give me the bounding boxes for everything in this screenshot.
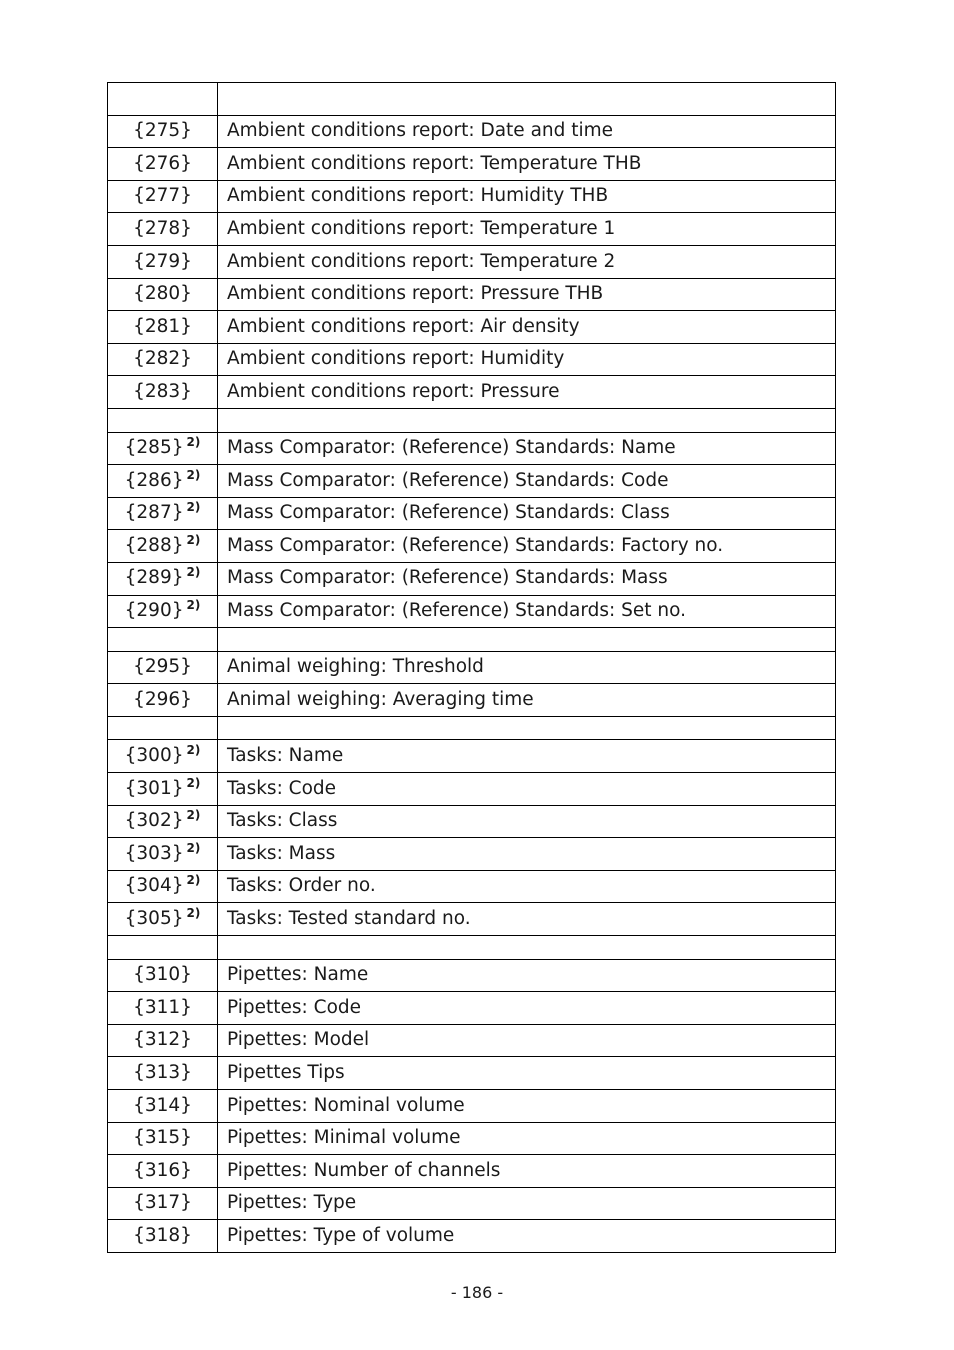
table-row (108, 148, 836, 181)
description-cell (218, 408, 836, 432)
code-cell (108, 628, 218, 652)
description-cell (218, 936, 836, 960)
footnote-marker: 2) (186, 743, 201, 758)
description-cell: Ambient conditions report: Temperature 2 (218, 245, 836, 278)
code-cell (108, 651, 218, 684)
code-value: {318} (133, 1224, 192, 1246)
description-cell: Mass Comparator: (Reference) Standards: Code (218, 465, 836, 498)
footnote-marker: 2) (186, 808, 201, 823)
description-cell: Tasks: Mass (218, 838, 836, 871)
footnote-marker: 2) (186, 775, 201, 790)
footnote-marker: 2) (186, 435, 201, 450)
code-cell (108, 343, 218, 376)
table-row (108, 992, 836, 1025)
code-value: {310} (133, 964, 192, 986)
code-value: {313} (133, 1061, 192, 1083)
code-cell (108, 562, 218, 595)
description-cell (218, 628, 836, 652)
code-cell (108, 1057, 218, 1090)
code-cell (108, 773, 218, 806)
code-cell (108, 903, 218, 936)
table-row (108, 684, 836, 717)
description-cell: Animal weighing: Threshold (218, 651, 836, 684)
description-cell: Ambient conditions report: Pressure THB (218, 278, 836, 311)
code-cell (108, 148, 218, 181)
description-cell: Animal weighing: Averaging time (218, 684, 836, 717)
code-cell (108, 684, 218, 717)
table-row (108, 278, 836, 311)
footnote-marker: 2) (186, 532, 201, 547)
code-cell (108, 838, 218, 871)
code-value: {275} (133, 120, 192, 142)
table-row (108, 651, 836, 684)
description-cell: Tasks: Order no. (218, 870, 836, 903)
code-cell (108, 1024, 218, 1057)
table-row (108, 245, 836, 278)
table-row (108, 1155, 836, 1188)
code-cell (108, 1220, 218, 1253)
table-spacer-row (108, 628, 836, 652)
code-cell (108, 432, 218, 465)
footnote-marker: 2) (186, 873, 201, 888)
code-cell (108, 376, 218, 409)
code-value: {288} (124, 534, 184, 556)
table-row (108, 562, 836, 595)
table-row (108, 903, 836, 936)
table-row (108, 376, 836, 409)
code-value: {317} (133, 1192, 192, 1214)
table-spacer-row (108, 936, 836, 960)
description-cell: Pipettes: Nominal volume (218, 1090, 836, 1123)
code-value: {314} (133, 1094, 192, 1116)
description-cell: Pipettes: Type of volume (218, 1220, 836, 1253)
code-value: {287} (124, 502, 184, 524)
codes-table (107, 82, 836, 1253)
description-cell: Pipettes: Model (218, 1024, 836, 1057)
code-cell (108, 992, 218, 1025)
description-cell: Ambient conditions report: Temperature 1 (218, 213, 836, 246)
table-spacer-row (108, 408, 836, 432)
description-cell: Ambient conditions report: Temperature THB (218, 148, 836, 181)
description-cell: Ambient conditions report: Date and time (218, 115, 836, 148)
code-cell (108, 1122, 218, 1155)
code-cell (108, 716, 218, 740)
description-cell: Mass Comparator: (Reference) Standards: Mass (218, 562, 836, 595)
table-spacer-row (108, 83, 836, 116)
footnote-marker: 2) (186, 840, 201, 855)
description-cell: Mass Comparator: (Reference) Standards: Set no. (218, 595, 836, 628)
code-value: {295} (133, 656, 192, 678)
description-cell: Ambient conditions report: Pressure (218, 376, 836, 409)
code-cell (108, 213, 218, 246)
code-value: {279} (133, 250, 192, 272)
description-cell: Mass Comparator: (Reference) Standards: Factory no. (218, 530, 836, 563)
code-cell (108, 408, 218, 432)
table-row (108, 805, 836, 838)
table-row (108, 1220, 836, 1253)
description-cell: Tasks: Class (218, 805, 836, 838)
code-cell (108, 1155, 218, 1188)
description-cell: Ambient conditions report: Air density (218, 311, 836, 344)
code-cell (108, 1090, 218, 1123)
description-cell: Mass Comparator: (Reference) Standards: Class (218, 497, 836, 530)
description-cell: Tasks: Code (218, 773, 836, 806)
description-cell: Ambient conditions report: Humidity (218, 343, 836, 376)
description-cell: Tasks: Tested standard no. (218, 903, 836, 936)
code-cell (108, 497, 218, 530)
description-cell: Tasks: Name (218, 740, 836, 773)
code-value: {285} (124, 437, 184, 459)
table-row (108, 1122, 836, 1155)
codes-table-body (108, 83, 836, 1253)
code-value: {280} (133, 283, 192, 305)
code-value: {303} (124, 842, 184, 864)
table-row (108, 497, 836, 530)
code-value: {283} (133, 380, 192, 402)
code-cell (108, 465, 218, 498)
table-row (108, 530, 836, 563)
table-row (108, 213, 836, 246)
code-cell (108, 959, 218, 992)
footnote-marker: 2) (186, 598, 201, 613)
description-cell: Ambient conditions report: Humidity THB (218, 180, 836, 213)
description-cell: Pipettes: Type (218, 1187, 836, 1220)
code-cell (108, 83, 218, 116)
description-cell: Pipettes Tips (218, 1057, 836, 1090)
footnote-marker: 2) (186, 565, 201, 580)
table-row (108, 432, 836, 465)
table-row (108, 465, 836, 498)
table-row (108, 595, 836, 628)
code-value: {290} (124, 600, 184, 622)
table-row (108, 311, 836, 344)
code-cell (108, 115, 218, 148)
code-value: {286} (124, 469, 184, 491)
table-row (108, 740, 836, 773)
code-value: {312} (133, 1029, 192, 1051)
code-cell (108, 311, 218, 344)
page-number: - 186 - (450, 1283, 504, 1302)
code-value: {301} (124, 777, 184, 799)
table-row (108, 870, 836, 903)
code-value: {282} (133, 348, 192, 370)
table-row (108, 1090, 836, 1123)
code-cell (108, 595, 218, 628)
code-value: {281} (133, 315, 192, 337)
code-cell (108, 278, 218, 311)
code-value: {277} (133, 185, 192, 207)
description-cell: Pipettes: Number of channels (218, 1155, 836, 1188)
table-row (108, 773, 836, 806)
code-cell (108, 245, 218, 278)
code-value: {302} (124, 810, 184, 832)
table-row (108, 1057, 836, 1090)
table-row (108, 838, 836, 871)
code-value: {278} (133, 217, 192, 239)
description-cell (218, 83, 836, 116)
code-value: {300} (124, 745, 184, 767)
table-row (108, 1024, 836, 1057)
table-row (108, 180, 836, 213)
footnote-marker: 2) (186, 905, 201, 920)
code-value: {304} (124, 875, 184, 897)
code-cell (108, 805, 218, 838)
table-row (108, 115, 836, 148)
footnote-marker: 2) (186, 467, 201, 482)
description-cell: Mass Comparator: (Reference) Standards: Name (218, 432, 836, 465)
footnote-marker: 2) (186, 500, 201, 515)
code-value: {305} (124, 907, 184, 929)
code-value: {289} (124, 567, 184, 589)
table-spacer-row (108, 716, 836, 740)
code-cell (108, 180, 218, 213)
code-value: {316} (133, 1159, 192, 1181)
description-cell (218, 716, 836, 740)
table-row (108, 959, 836, 992)
code-cell (108, 1187, 218, 1220)
code-value: {311} (133, 996, 192, 1018)
description-cell: Pipettes: Name (218, 959, 836, 992)
description-cell: Pipettes: Minimal volume (218, 1122, 836, 1155)
code-value: {315} (133, 1127, 192, 1149)
code-cell (108, 936, 218, 960)
code-cell (108, 870, 218, 903)
table-row (108, 343, 836, 376)
code-cell (108, 740, 218, 773)
description-cell: Pipettes: Code (218, 992, 836, 1025)
code-cell (108, 530, 218, 563)
table-row (108, 1187, 836, 1220)
code-value: {276} (133, 152, 192, 174)
code-value: {296} (133, 688, 192, 710)
